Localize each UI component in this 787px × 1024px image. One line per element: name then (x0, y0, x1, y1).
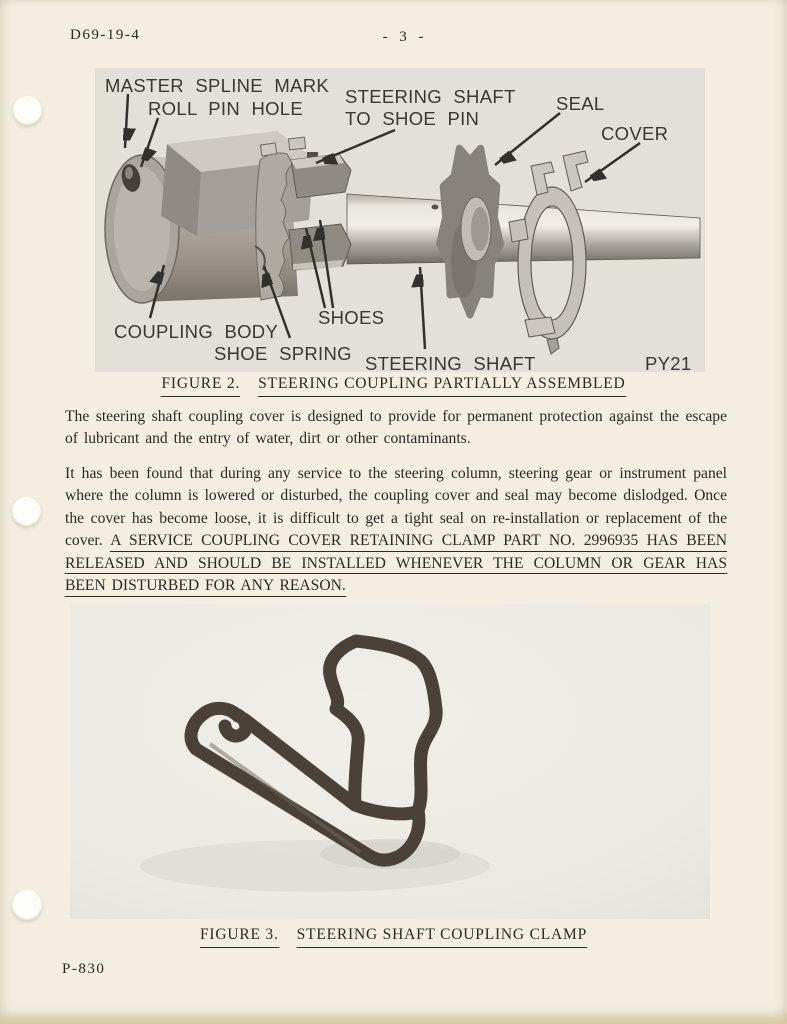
label-cover: COVER (601, 123, 669, 144)
figure2-caption (0, 375, 787, 397)
figure3-photo (70, 604, 710, 919)
page-bottom-edge (0, 1012, 787, 1024)
label-coupling-body: COUPLING BODY (114, 321, 279, 342)
figure2-illustration (95, 68, 705, 372)
figure2-caption-title: STEERING COUPLING PARTIALLY ASSEMBLED (258, 375, 625, 397)
paragraph-2 (65, 463, 727, 597)
paragraph-2-normal-text: It has been found that during any service to the steering column, steering gear or instrument panel where the column is lowered or disturbed, the coupling cover and seal may become dislodged. Once the cover has become loose, it is difficult to get a tight seal on re-installation or replacement of the cover. (65, 465, 727, 550)
paragraph-1: The steering shaft coupling cover is designed to provide for permanent protection against the escape of lubricant and the entry of water, dirt or other contaminants. (65, 408, 727, 448)
label-shoes: SHOES (318, 307, 385, 328)
figure2-svg (95, 68, 705, 372)
figure2-caption-prefix: FIGURE 2. (161, 375, 240, 397)
label-steering-shaft-to-shoe-pin-line1: STEERING SHAFT (345, 86, 516, 107)
photo-code: PY21 (645, 353, 692, 372)
label-steering-shaft: STEERING SHAFT (365, 353, 536, 372)
label-master-spline-mark: MASTER SPLINE MARK (105, 75, 330, 96)
label-seal: SEAL (556, 93, 605, 114)
figure3-caption (0, 926, 787, 948)
label-shoe-spring: SHOE SPRING (214, 343, 352, 364)
punch-hole (12, 497, 41, 526)
figure3-caption-prefix: FIGURE 3. (200, 926, 279, 948)
label-steering-shaft-to-shoe-pin-line2: TO SHOE PIN (345, 108, 480, 129)
punch-hole (13, 96, 42, 125)
figure3-svg (70, 604, 710, 919)
paragraph-2-underlined-text: A SERVICE COUPLING COVER RETAINING CLAMP PART NO. 2996935 HAS BEEN RELEASED AND SHOULD BE INSTALLED WHENEVER THE COLUMN OR GEAR HAS BEEN DISTURBED FOR ANY REASON. (65, 532, 727, 596)
page-number: - 3 - (382, 29, 428, 45)
figure3-caption-title: STEERING SHAFT COUPLING CLAMP (297, 926, 587, 948)
label-roll-pin-hole: ROLL PIN HOLE (148, 98, 304, 119)
punch-hole (12, 890, 42, 920)
doc-number: D69-19-4 (70, 27, 141, 43)
print-code: P-830 (62, 961, 106, 977)
